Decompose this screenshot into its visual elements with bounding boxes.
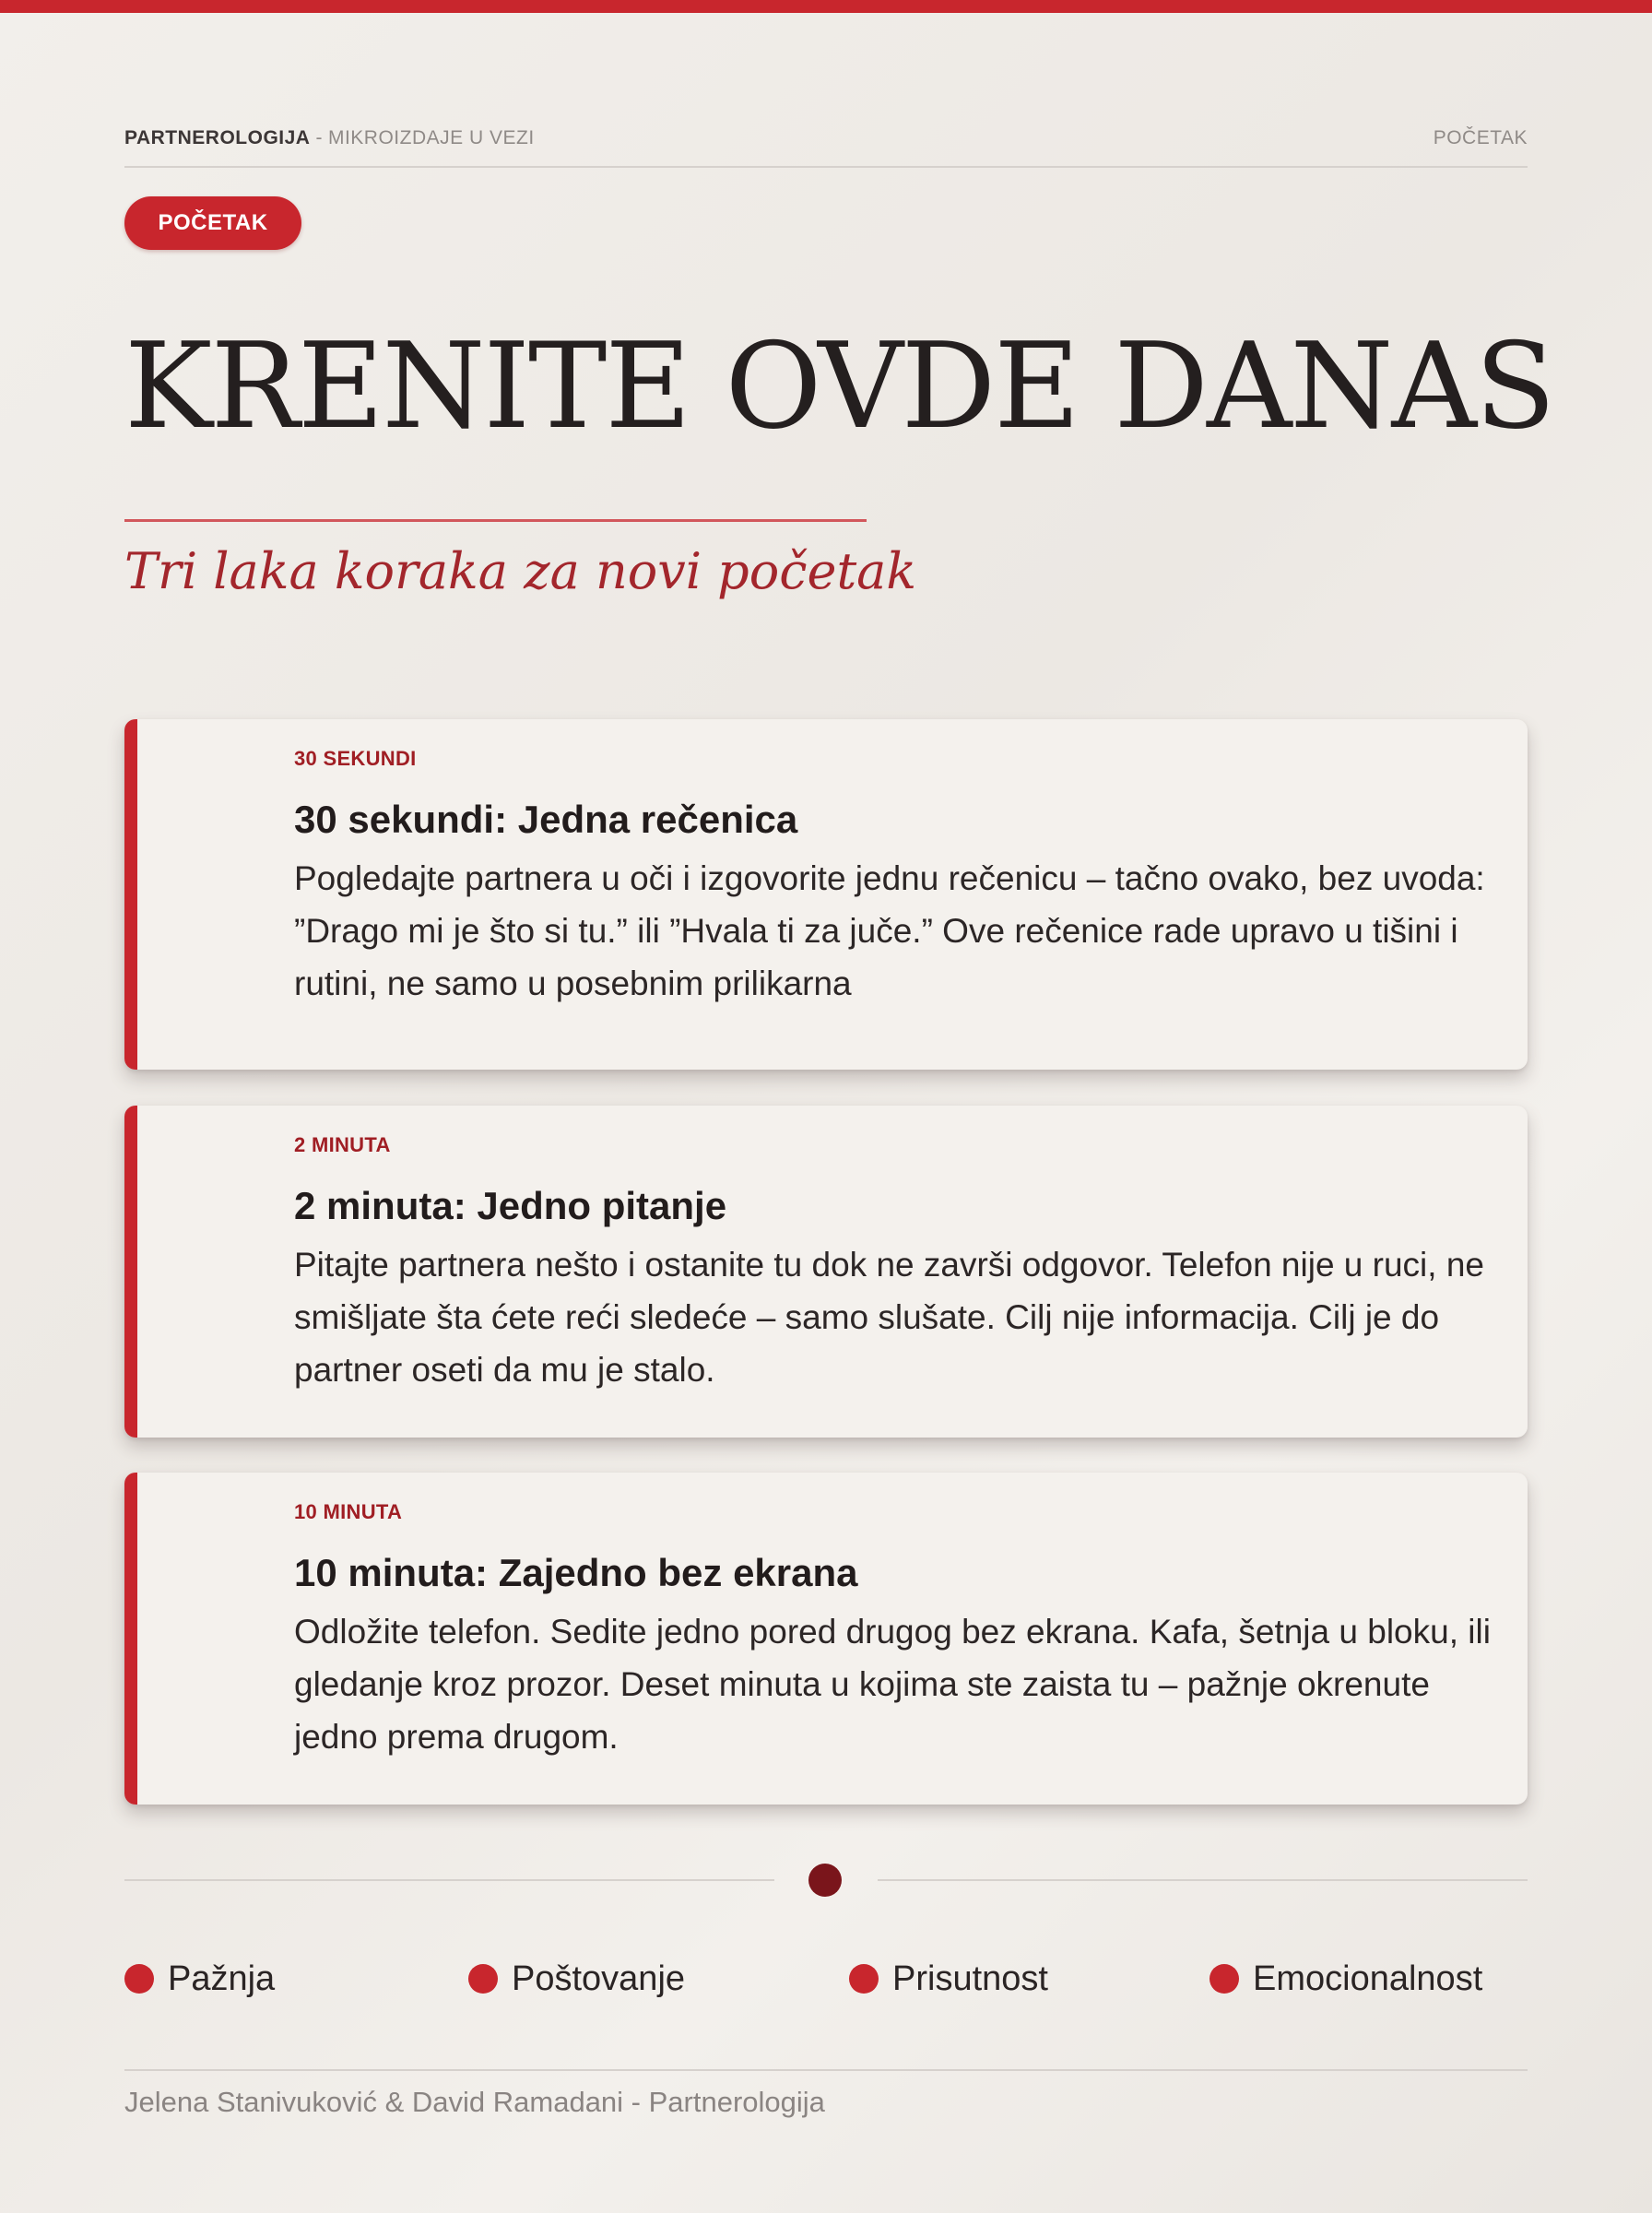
step-body: Pogledajte partnera u oči i izgovorite jednu rečenicu – tačno ovako, bez uvoda: ”Drago mi je što si tu.” ili ”Hvala ti za juče.” Ove rečenice rade upravo u tišini i rutini, ne samo u posebnim prilikarna (294, 859, 1485, 1002)
value-label: Poštovanje (512, 1959, 686, 1998)
brand-separator: - (315, 127, 323, 148)
step-card-10-minutes (124, 1473, 1528, 1805)
step-tag: 30 SEKUNDI (294, 747, 417, 770)
step-tag: 10 MINUTA (294, 1500, 403, 1523)
step-tag: 2 MINUTA (294, 1133, 391, 1156)
value-label: Emocionalnost (1253, 1959, 1483, 1998)
value-label: Pažnja (168, 1959, 276, 1998)
footer-credits: Jelena Stanivuković & David Ramadani - Partnerologija (124, 2086, 825, 2118)
brand (124, 127, 535, 149)
brand-subtitle: MIKROIZDAJE U VEZI (327, 127, 535, 148)
ornament-line-left (124, 1879, 774, 1881)
ornament-line-right (878, 1879, 1528, 1881)
top-accent-bar (0, 0, 1652, 13)
title-underline (124, 519, 867, 522)
page-subtitle: Tri laka koraka za novi početak (124, 542, 917, 600)
ornament-dot (808, 1864, 842, 1897)
step-body: Pitajte partnera nešto i ostanite tu dok ne završi odgovor. Telefon nije u ruci, ne smišljate šta ćete reći sledeće – samo slušate. Cilj nije informacija. Cilj je do partner oseti da mu je stalo. (294, 1246, 1484, 1389)
bullet-dot-icon (124, 1964, 154, 1994)
header-divider (124, 166, 1528, 168)
card-accent-bar (124, 719, 137, 1070)
step-heading: 10 minuta: Zajedno bez ekrana (294, 1551, 858, 1594)
card-accent-bar (124, 1106, 137, 1438)
step-heading: 30 sekundi: Jedna rečenica (294, 798, 798, 841)
section-label: POČETAK (1433, 127, 1528, 148)
value-label: Prisutnost (892, 1959, 1048, 1998)
step-heading: 2 minuta: Jedno pitanje (294, 1184, 727, 1227)
page-header (124, 124, 1528, 160)
page-title: KRENITE OVDE DANAS (124, 318, 1554, 456)
card-accent-bar (124, 1473, 137, 1805)
footer-divider (124, 2069, 1528, 2071)
section-badge: POČETAK (124, 196, 301, 250)
step-card-30-seconds (124, 719, 1528, 1070)
step-body: Odložite telefon. Sedite jedno pored drugog bez ekrana. Kafa, šetnja u bloku, ili gledanje kroz prozor. Deset minuta u kojima ste zaista tu – pažnje okrenute jedno prema drugom. (294, 1613, 1491, 1756)
step-card-2-minutes (124, 1106, 1528, 1438)
bullet-dot-icon (468, 1964, 498, 1994)
bullet-dot-icon (849, 1964, 879, 1994)
brand-name: PARTNEROLOGIJA (124, 127, 311, 148)
bullet-dot-icon (1210, 1964, 1239, 1994)
